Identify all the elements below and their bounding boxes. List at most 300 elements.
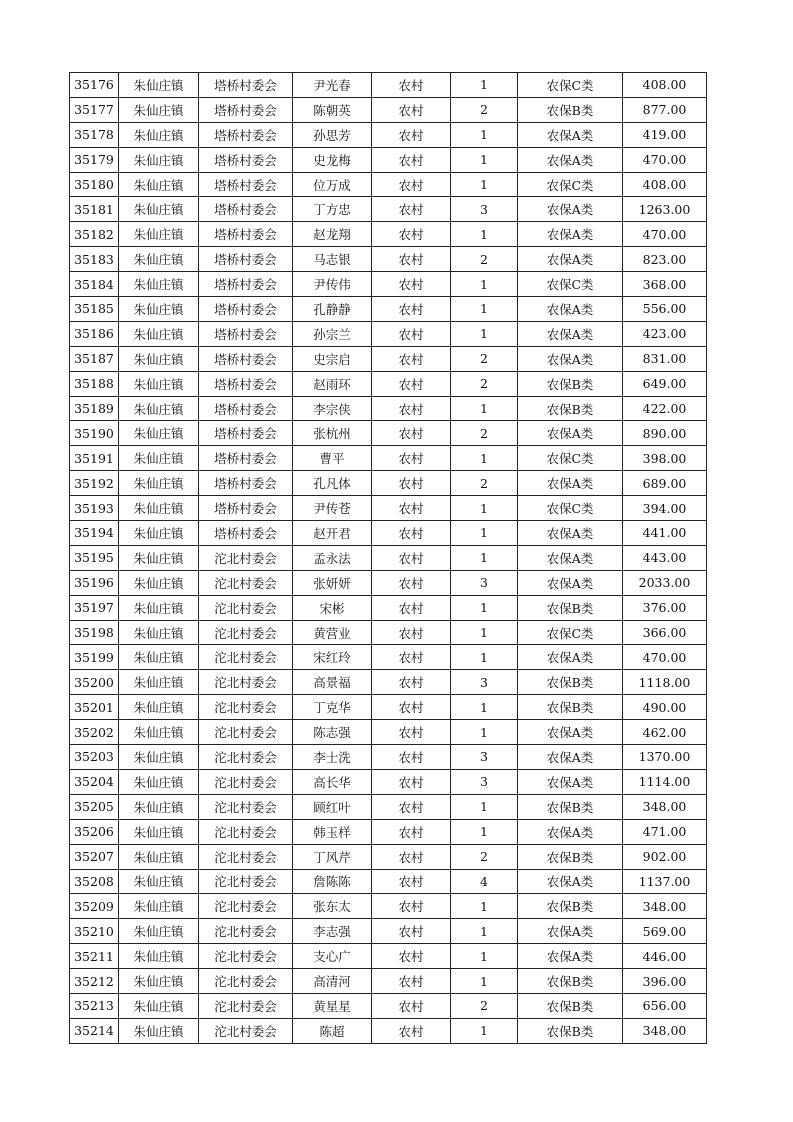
member-count-cell: 1 [451,172,518,197]
table-row [70,545,707,570]
amount-cell: 443.00 [623,545,707,570]
town-cell: 朱仙庄镇 [119,197,199,222]
name-cell: 陈朝英 [293,97,372,122]
town-cell: 朱仙庄镇 [119,122,199,147]
insurance-category-cell: 农保A类 [518,769,623,794]
name-cell: 陈超 [293,1018,372,1043]
table-row [70,670,707,695]
amount-cell: 890.00 [623,421,707,446]
member-count-cell: 1 [451,222,518,247]
table-row [70,272,707,297]
name-cell: 孔凡体 [293,471,372,496]
table-row [70,172,707,197]
member-count-cell: 1 [451,396,518,421]
insurance-category-cell: 农保A类 [518,545,623,570]
household-type-cell: 农村 [372,869,451,894]
table-body [70,73,707,1044]
member-count-cell: 1 [451,894,518,919]
insurance-category-cell: 农保A类 [518,869,623,894]
member-count-cell: 3 [451,670,518,695]
insurance-category-cell: 农保B类 [518,969,623,994]
insurance-category-cell: 农保B类 [518,396,623,421]
town-cell: 朱仙庄镇 [119,222,199,247]
village-cell: 沱北村委会 [199,869,293,894]
name-cell: 李宗侠 [293,396,372,421]
record-id-cell: 35186 [70,321,119,346]
record-id-cell: 35196 [70,570,119,595]
amount-cell: 1370.00 [623,745,707,770]
record-id-cell: 35195 [70,545,119,570]
town-cell: 朱仙庄镇 [119,919,199,944]
member-count-cell: 3 [451,570,518,595]
household-type-cell: 农村 [372,197,451,222]
household-type-cell: 农村 [372,247,451,272]
household-type-cell: 农村 [372,122,451,147]
town-cell: 朱仙庄镇 [119,869,199,894]
name-cell: 曹平 [293,446,372,471]
name-cell: 黄营业 [293,620,372,645]
name-cell: 尹传伟 [293,272,372,297]
allowance-table [69,72,707,1044]
town-cell: 朱仙庄镇 [119,695,199,720]
village-cell: 沱北村委会 [199,645,293,670]
member-count-cell: 4 [451,869,518,894]
village-cell: 塔桥村委会 [199,122,293,147]
insurance-category-cell: 农保A类 [518,471,623,496]
town-cell: 朱仙庄镇 [119,645,199,670]
member-count-cell: 2 [451,844,518,869]
table-row [70,396,707,421]
amount-cell: 419.00 [623,122,707,147]
amount-cell: 649.00 [623,371,707,396]
record-id-cell: 35179 [70,147,119,172]
town-cell: 朱仙庄镇 [119,172,199,197]
amount-cell: 408.00 [623,172,707,197]
town-cell: 朱仙庄镇 [119,272,199,297]
table-row [70,695,707,720]
village-cell: 沱北村委会 [199,1018,293,1043]
amount-cell: 470.00 [623,645,707,670]
amount-cell: 1137.00 [623,869,707,894]
household-type-cell: 农村 [372,620,451,645]
name-cell: 张杭州 [293,421,372,446]
amount-cell: 569.00 [623,919,707,944]
name-cell: 赵开君 [293,521,372,546]
village-cell: 沱北村委会 [199,620,293,645]
village-cell: 塔桥村委会 [199,446,293,471]
town-cell: 朱仙庄镇 [119,894,199,919]
table-row [70,794,707,819]
table-row [70,919,707,944]
table-row [70,720,707,745]
town-cell: 朱仙庄镇 [119,321,199,346]
village-cell: 沱北村委会 [199,570,293,595]
record-id-cell: 35212 [70,969,119,994]
amount-cell: 376.00 [623,595,707,620]
name-cell: 孙宗兰 [293,321,372,346]
village-cell: 塔桥村委会 [199,321,293,346]
table-row [70,122,707,147]
table-row [70,993,707,1018]
table-row [70,595,707,620]
household-type-cell: 农村 [372,944,451,969]
name-cell: 支心广 [293,944,372,969]
village-cell: 塔桥村委会 [199,247,293,272]
record-id-cell: 35184 [70,272,119,297]
table-row [70,944,707,969]
table-row [70,222,707,247]
town-cell: 朱仙庄镇 [119,944,199,969]
name-cell: 赵雨环 [293,371,372,396]
member-count-cell: 2 [451,371,518,396]
town-cell: 朱仙庄镇 [119,346,199,371]
amount-cell: 366.00 [623,620,707,645]
household-type-cell: 农村 [372,670,451,695]
town-cell: 朱仙庄镇 [119,521,199,546]
member-count-cell: 1 [451,645,518,670]
amount-cell: 831.00 [623,346,707,371]
table-row [70,645,707,670]
record-id-cell: 35187 [70,346,119,371]
household-type-cell: 农村 [372,396,451,421]
town-cell: 朱仙庄镇 [119,794,199,819]
table-row [70,521,707,546]
member-count-cell: 1 [451,1018,518,1043]
record-id-cell: 35176 [70,73,119,98]
village-cell: 塔桥村委会 [199,97,293,122]
amount-cell: 446.00 [623,944,707,969]
member-count-cell: 1 [451,620,518,645]
amount-cell: 348.00 [623,794,707,819]
member-count-cell: 1 [451,819,518,844]
record-id-cell: 35202 [70,720,119,745]
village-cell: 沱北村委会 [199,745,293,770]
village-cell: 塔桥村委会 [199,521,293,546]
town-cell: 朱仙庄镇 [119,446,199,471]
insurance-category-cell: 农保A类 [518,919,623,944]
record-id-cell: 35204 [70,769,119,794]
village-cell: 沱北村委会 [199,670,293,695]
table-row [70,247,707,272]
household-type-cell: 农村 [372,993,451,1018]
table-row [70,819,707,844]
table-row [70,371,707,396]
name-cell: 韩玉样 [293,819,372,844]
amount-cell: 408.00 [623,73,707,98]
insurance-category-cell: 农保B类 [518,695,623,720]
amount-cell: 902.00 [623,844,707,869]
insurance-category-cell: 农保A类 [518,247,623,272]
town-cell: 朱仙庄镇 [119,1018,199,1043]
name-cell: 赵龙翔 [293,222,372,247]
member-count-cell: 1 [451,969,518,994]
town-cell: 朱仙庄镇 [119,97,199,122]
name-cell: 高景福 [293,670,372,695]
member-count-cell: 1 [451,496,518,521]
name-cell: 史龙梅 [293,147,372,172]
record-id-cell: 35207 [70,844,119,869]
amount-cell: 441.00 [623,521,707,546]
amount-cell: 470.00 [623,147,707,172]
insurance-category-cell: 农保A类 [518,570,623,595]
member-count-cell: 1 [451,794,518,819]
household-type-cell: 农村 [372,844,451,869]
record-id-cell: 35214 [70,1018,119,1043]
village-cell: 塔桥村委会 [199,371,293,396]
member-count-cell: 2 [451,471,518,496]
town-cell: 朱仙庄镇 [119,247,199,272]
name-cell: 丁克华 [293,695,372,720]
member-count-cell: 1 [451,919,518,944]
name-cell: 顾红叶 [293,794,372,819]
member-count-cell: 1 [451,944,518,969]
record-id-cell: 35178 [70,122,119,147]
record-id-cell: 35190 [70,421,119,446]
village-cell: 塔桥村委会 [199,222,293,247]
amount-cell: 394.00 [623,496,707,521]
village-cell: 沱北村委会 [199,944,293,969]
town-cell: 朱仙庄镇 [119,720,199,745]
record-id-cell: 35182 [70,222,119,247]
name-cell: 张妍妍 [293,570,372,595]
member-count-cell: 1 [451,595,518,620]
table-row [70,471,707,496]
amount-cell: 422.00 [623,396,707,421]
table-row [70,496,707,521]
town-cell: 朱仙庄镇 [119,147,199,172]
town-cell: 朱仙庄镇 [119,819,199,844]
table-row [70,73,707,98]
member-count-cell: 3 [451,769,518,794]
village-cell: 沱北村委会 [199,545,293,570]
member-count-cell: 2 [451,993,518,1018]
table-row [70,969,707,994]
name-cell: 李志强 [293,919,372,944]
village-cell: 塔桥村委会 [199,471,293,496]
amount-cell: 1263.00 [623,197,707,222]
insurance-category-cell: 农保B类 [518,894,623,919]
town-cell: 朱仙庄镇 [119,570,199,595]
record-id-cell: 35208 [70,869,119,894]
table-row [70,446,707,471]
member-count-cell: 1 [451,521,518,546]
household-type-cell: 农村 [372,346,451,371]
town-cell: 朱仙庄镇 [119,595,199,620]
household-type-cell: 农村 [372,545,451,570]
insurance-category-cell: 农保A类 [518,421,623,446]
name-cell: 孔静静 [293,297,372,322]
household-type-cell: 农村 [372,421,451,446]
town-cell: 朱仙庄镇 [119,620,199,645]
village-cell: 沱北村委会 [199,844,293,869]
amount-cell: 398.00 [623,446,707,471]
table-row [70,869,707,894]
insurance-category-cell: 农保A类 [518,645,623,670]
amount-cell: 823.00 [623,247,707,272]
insurance-category-cell: 农保A类 [518,521,623,546]
amount-cell: 348.00 [623,1018,707,1043]
record-id-cell: 35201 [70,695,119,720]
name-cell: 李士洗 [293,745,372,770]
household-type-cell: 农村 [372,172,451,197]
village-cell: 沱北村委会 [199,894,293,919]
town-cell: 朱仙庄镇 [119,371,199,396]
table-row [70,97,707,122]
record-id-cell: 35210 [70,919,119,944]
insurance-category-cell: 农保B类 [518,993,623,1018]
name-cell: 丁风芹 [293,844,372,869]
insurance-category-cell: 农保A类 [518,819,623,844]
household-type-cell: 农村 [372,695,451,720]
amount-cell: 2033.00 [623,570,707,595]
name-cell: 陈志强 [293,720,372,745]
insurance-category-cell: 农保A类 [518,944,623,969]
member-count-cell: 1 [451,321,518,346]
member-count-cell: 1 [451,272,518,297]
insurance-category-cell: 农保B类 [518,371,623,396]
record-id-cell: 35198 [70,620,119,645]
village-cell: 沱北村委会 [199,769,293,794]
insurance-category-cell: 农保B类 [518,670,623,695]
village-cell: 沱北村委会 [199,969,293,994]
name-cell: 马志银 [293,247,372,272]
amount-cell: 1114.00 [623,769,707,794]
insurance-category-cell: 农保A类 [518,297,623,322]
household-type-cell: 农村 [372,819,451,844]
village-cell: 塔桥村委会 [199,297,293,322]
town-cell: 朱仙庄镇 [119,545,199,570]
town-cell: 朱仙庄镇 [119,670,199,695]
village-cell: 塔桥村委会 [199,197,293,222]
household-type-cell: 农村 [372,147,451,172]
village-cell: 沱北村委会 [199,595,293,620]
name-cell: 尹传苍 [293,496,372,521]
amount-cell: 423.00 [623,321,707,346]
village-cell: 沱北村委会 [199,993,293,1018]
household-type-cell: 农村 [372,73,451,98]
town-cell: 朱仙庄镇 [119,496,199,521]
insurance-category-cell: 农保B类 [518,844,623,869]
amount-cell: 556.00 [623,297,707,322]
amount-cell: 471.00 [623,819,707,844]
village-cell: 沱北村委会 [199,695,293,720]
amount-cell: 490.00 [623,695,707,720]
member-count-cell: 1 [451,122,518,147]
member-count-cell: 2 [451,247,518,272]
insurance-category-cell: 农保C类 [518,272,623,297]
town-cell: 朱仙庄镇 [119,297,199,322]
village-cell: 沱北村委会 [199,794,293,819]
record-id-cell: 35189 [70,396,119,421]
name-cell: 宋彬 [293,595,372,620]
table-row [70,321,707,346]
household-type-cell: 农村 [372,595,451,620]
village-cell: 塔桥村委会 [199,496,293,521]
name-cell: 孟永法 [293,545,372,570]
town-cell: 朱仙庄镇 [119,471,199,496]
record-id-cell: 35192 [70,471,119,496]
amount-cell: 470.00 [623,222,707,247]
amount-cell: 689.00 [623,471,707,496]
village-cell: 塔桥村委会 [199,396,293,421]
household-type-cell: 农村 [372,521,451,546]
member-count-cell: 1 [451,147,518,172]
name-cell: 尹光春 [293,73,372,98]
amount-cell: 396.00 [623,969,707,994]
name-cell: 孙思芳 [293,122,372,147]
household-type-cell: 农村 [372,645,451,670]
record-id-cell: 35191 [70,446,119,471]
amount-cell: 348.00 [623,894,707,919]
household-type-cell: 农村 [372,969,451,994]
amount-cell: 656.00 [623,993,707,1018]
household-type-cell: 农村 [372,222,451,247]
table-row [70,745,707,770]
household-type-cell: 农村 [372,272,451,297]
member-count-cell: 1 [451,297,518,322]
member-count-cell: 2 [451,346,518,371]
insurance-category-cell: 农保A类 [518,147,623,172]
insurance-category-cell: 农保A类 [518,122,623,147]
member-count-cell: 1 [451,695,518,720]
household-type-cell: 农村 [372,1018,451,1043]
town-cell: 朱仙庄镇 [119,969,199,994]
name-cell: 史宗启 [293,346,372,371]
household-type-cell: 农村 [372,97,451,122]
amount-cell: 1118.00 [623,670,707,695]
household-type-cell: 农村 [372,297,451,322]
name-cell: 位万成 [293,172,372,197]
record-id-cell: 35209 [70,894,119,919]
household-type-cell: 农村 [372,496,451,521]
record-id-cell: 35213 [70,993,119,1018]
household-type-cell: 农村 [372,894,451,919]
insurance-category-cell: 农保B类 [518,1018,623,1043]
village-cell: 塔桥村委会 [199,73,293,98]
member-count-cell: 1 [451,545,518,570]
village-cell: 塔桥村委会 [199,272,293,297]
record-id-cell: 35211 [70,944,119,969]
record-id-cell: 35206 [70,819,119,844]
town-cell: 朱仙庄镇 [119,745,199,770]
table-row [70,147,707,172]
table-row [70,346,707,371]
name-cell: 张东太 [293,894,372,919]
name-cell: 高长华 [293,769,372,794]
insurance-category-cell: 农保A类 [518,745,623,770]
record-id-cell: 35200 [70,670,119,695]
insurance-category-cell: 农保C类 [518,172,623,197]
town-cell: 朱仙庄镇 [119,73,199,98]
household-type-cell: 农村 [372,570,451,595]
record-id-cell: 35183 [70,247,119,272]
household-type-cell: 农村 [372,745,451,770]
household-type-cell: 农村 [372,371,451,396]
insurance-category-cell: 农保A类 [518,197,623,222]
household-type-cell: 农村 [372,720,451,745]
town-cell: 朱仙庄镇 [119,769,199,794]
village-cell: 塔桥村委会 [199,346,293,371]
household-type-cell: 农村 [372,321,451,346]
table-row [70,297,707,322]
record-id-cell: 35180 [70,172,119,197]
insurance-category-cell: 农保B类 [518,97,623,122]
member-count-cell: 1 [451,446,518,471]
amount-cell: 368.00 [623,272,707,297]
household-type-cell: 农村 [372,446,451,471]
record-id-cell: 35194 [70,521,119,546]
name-cell: 高清河 [293,969,372,994]
